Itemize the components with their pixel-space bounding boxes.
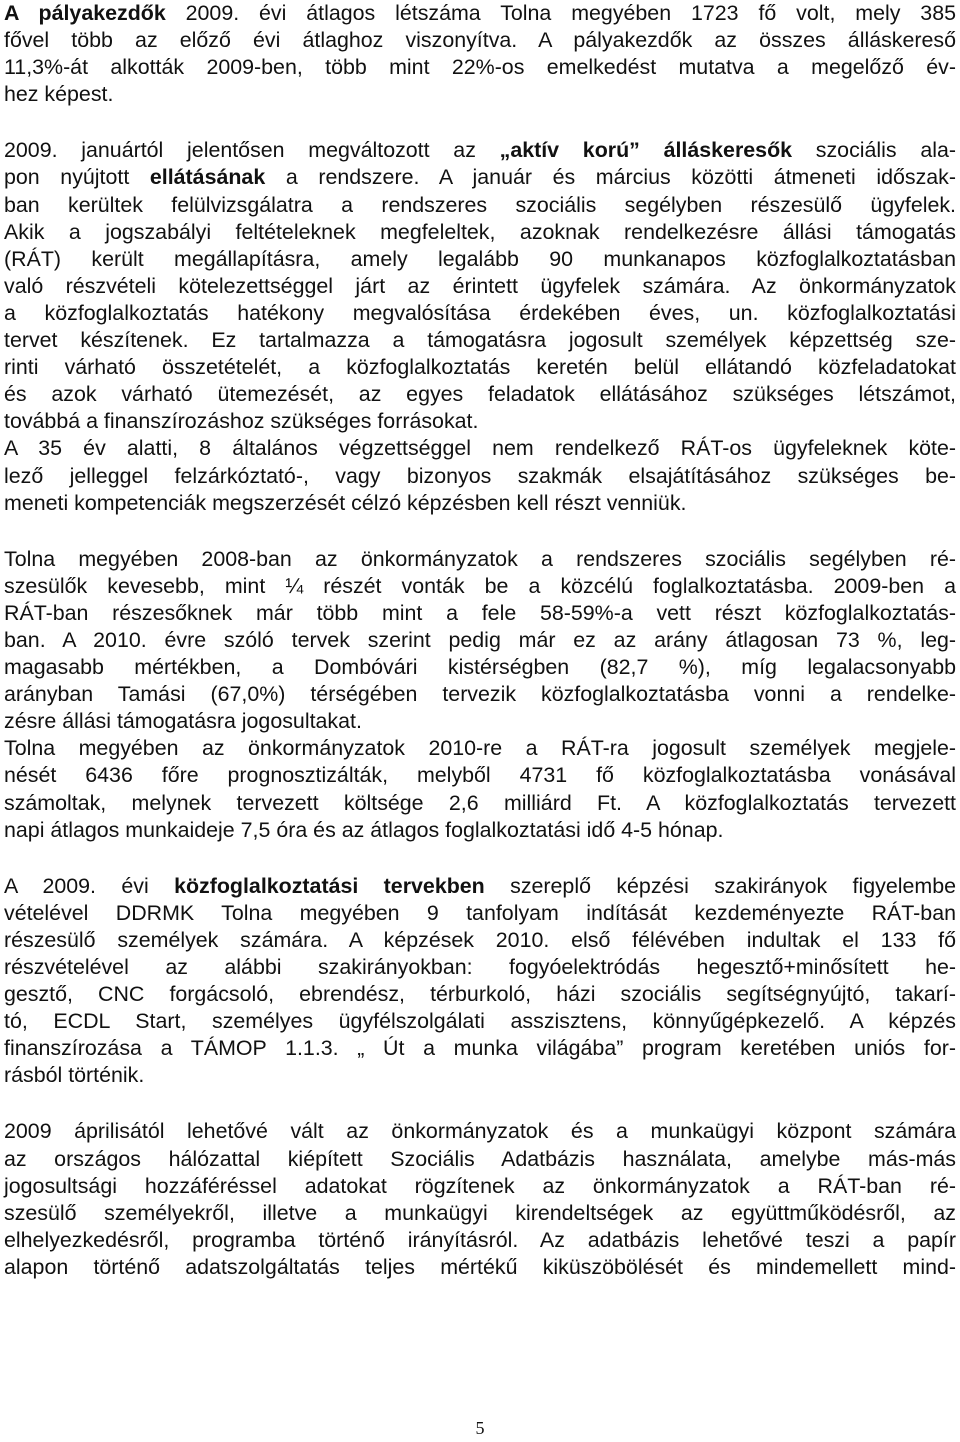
paragraph-trainings <box>4 873 956 1090</box>
paragraph-active-age-jobseekers <box>4 137 956 435</box>
text-line: rinti várható összetételét, a közfoglalkoztatás keretén belül ellátandó közfeladatokat <box>4 355 956 380</box>
text-line: 11,3%-át alkották 2009-ben, több mint 22%-os emelkedést mutatva a megelőző év- <box>4 55 956 80</box>
paragraph-gap <box>4 108 956 137</box>
text-line: tervet készítenek. Ez tartalmazza a támogatásra jogosult személyek képzettség sze- <box>4 328 956 353</box>
bold-term: A pályakezdők <box>4 1 166 25</box>
paragraph-social-database <box>4 1118 956 1281</box>
paragraph-public-work-rates <box>4 546 956 736</box>
paragraph-gap <box>4 517 956 546</box>
text-span: a rendszere. A január és március közötti átmeneti időszak- <box>265 165 956 190</box>
text-line: jogosultsági hozzáféréssel adatokat rögzítenek az önkormányzatok a RÁT-ban ré- <box>4 1173 956 1198</box>
text-line: 2009 áprilisától lehetővé vált az önkormányzatok és a munkaügyi központ számára <box>4 1119 956 1144</box>
text-line: rásból történik. <box>4 1063 145 1088</box>
text-line: ban. A 2010. évre szóló tervek szerint pedig már ez az arány átlagosan 73 %, leg- <box>4 627 956 652</box>
paragraph-2010-forecast <box>4 735 956 843</box>
text-line: való részvételi kötelezettséggel járt az érintett ügyfelek számára. Az önkormányzatok <box>4 273 956 298</box>
text-line: számoltak, melynek tervezett költsége 2,6 milliárd Ft. A közfoglalkoztatás tervezett <box>4 790 956 815</box>
text-line: Tolna megyében 2008-ban az önkormányzatok a rendszeres szociális segélyben ré- <box>4 546 956 571</box>
text-line: vételével DDRMK Tolna megyében 9 tanfolyam indítását kezdeményezte RÁT-ban <box>4 900 956 925</box>
text-line: alapon történő adatszolgáltatás teljes mértékű kiküszöbölését és mindemellett mind- <box>4 1254 956 1279</box>
text-line: hez képest. <box>4 82 114 107</box>
text-line: lező jelleggel felzárkóztató-, vagy bizonyos szakmák elsajátításához szükséges be- <box>4 463 956 488</box>
text-line: fővel több az előző évi átlaghoz viszonyítva. A pályakezdők az összes álláskereső <box>4 28 956 53</box>
text-line: (RÁT) került megállapításra, amely legalább 90 munkanapos közfoglalkoztatásban <box>4 246 956 271</box>
page-number: 5 <box>475 1418 485 1438</box>
text-line: a közfoglalkoztatás hatékony megvalósítása érdekében éves, un. közfoglalkoztatási <box>4 300 956 325</box>
text-line: tó, ECDL Start, személyes ügyfélszolgálati asszisztens, könnyűgépkezelő. A képzés <box>4 1009 956 1034</box>
text-line <box>4 164 956 191</box>
text-line: RÁT-ban részesőknek már több mint a fele 58-59%-a vett részt közfoglalkoztatás- <box>4 600 956 625</box>
paragraph-career-starters <box>4 0 956 108</box>
text-line: meneti kompetenciák megszerzését célzó képzésben kell részt venniük. <box>4 490 687 515</box>
text-line: szesülők kevesebb, mint ¼ részét vonták be a közcélú foglalkoztatásba. 2009-ben a <box>4 573 956 598</box>
text-span: pon nyújtott <box>4 165 150 190</box>
text-line <box>4 873 956 900</box>
text-line: továbbá a finanszírozáshoz szükséges forrásokat. <box>4 409 479 434</box>
text-span: szereplő képzési szakirányok figyelembe <box>484 873 956 898</box>
text-line: zésre állási támogatásra jogosultakat. <box>4 709 362 734</box>
text-line: Tolna megyében az önkormányzatok 2010-re a RÁT-ra jogosult személyek megjele- <box>4 736 956 761</box>
bold-term: „aktív korú” álláskeresők <box>499 138 793 163</box>
paragraph-gap <box>4 1089 956 1118</box>
text-line: ban kerültek felülvizsgálatra a rendszeres szociális segélyben részesülő ügyfelek. <box>4 192 956 217</box>
text-line: szesülő személyekről, illetve a munkaügyi kirendeltségek az együttműködésről, az <box>4 1200 956 1225</box>
text-line: részesülő személyek számára. A képzések 2010. első félévében indultak el 133 fő <box>4 927 956 952</box>
bold-term: közfoglalkoztatási tervekben <box>174 873 485 898</box>
bold-term: ellátásának <box>149 165 266 190</box>
text-line: magasabb mértékben, a Dombóvári kistérségben (82,7 %), míg legalacsonyabb <box>4 655 956 680</box>
text-line: gesztő, CNC forgácsoló, ebrendész, térburkoló, házi szociális segítségnyújtó, takarí- <box>4 982 956 1007</box>
text-span: szociális ala- <box>792 138 957 163</box>
text-line: részvételével az alábbi szakirányokban: fogyóelektródás hegesztő+minősített he- <box>4 955 956 979</box>
text-line: A 35 év alatti, 8 általános végzettséggel nem rendelkező RÁT-os ügyfeleknek köte- <box>4 436 956 461</box>
document-page <box>4 0 956 1281</box>
text-line <box>4 137 956 164</box>
text-span: 2009. évi átlagos létszáma Tolna megyében 1723 fő volt, mely 385 <box>165 1 956 25</box>
text-line: nését 6436 főre prognosztizálták, melyből 4731 fő közfoglalkoztatásba vonásával <box>4 763 956 788</box>
text-span: 2009. januártól jelentősen megváltozott az <box>4 138 500 163</box>
text-line: elhelyezkedésről, programba történő irányításról. Az adatbázis lehetővé teszi a papír <box>4 1227 956 1252</box>
paragraph-rat-training <box>4 435 956 516</box>
text-line: és azok várható ütemezését, az egyes feladatok ellátásához szükséges létszámot, <box>4 382 956 407</box>
text-line: Akik a jogszabályi feltételeknek megfeleltek, azoknak rendelkezésre állási támogatás <box>4 219 956 244</box>
paragraph-gap <box>4 844 956 873</box>
text-line <box>4 0 956 27</box>
text-line: napi átlagos munkaideje 7,5 óra és az átlagos foglalkoztatási idő 4-5 hónap. <box>4 817 724 842</box>
text-line: az országos hálózattal kiépített Szociális Adatbázis használata, amelybe más-más <box>4 1146 956 1171</box>
text-span: A 2009. évi <box>4 873 175 898</box>
text-line: finanszírozása a TÁMOP 1.1.3. „ Út a munka világába” program keretében uniós for- <box>4 1036 956 1061</box>
text-line: arányban Tamási (67,0%) térségében tervezik közfoglalkoztatásba vonni a rendelke- <box>4 682 956 707</box>
